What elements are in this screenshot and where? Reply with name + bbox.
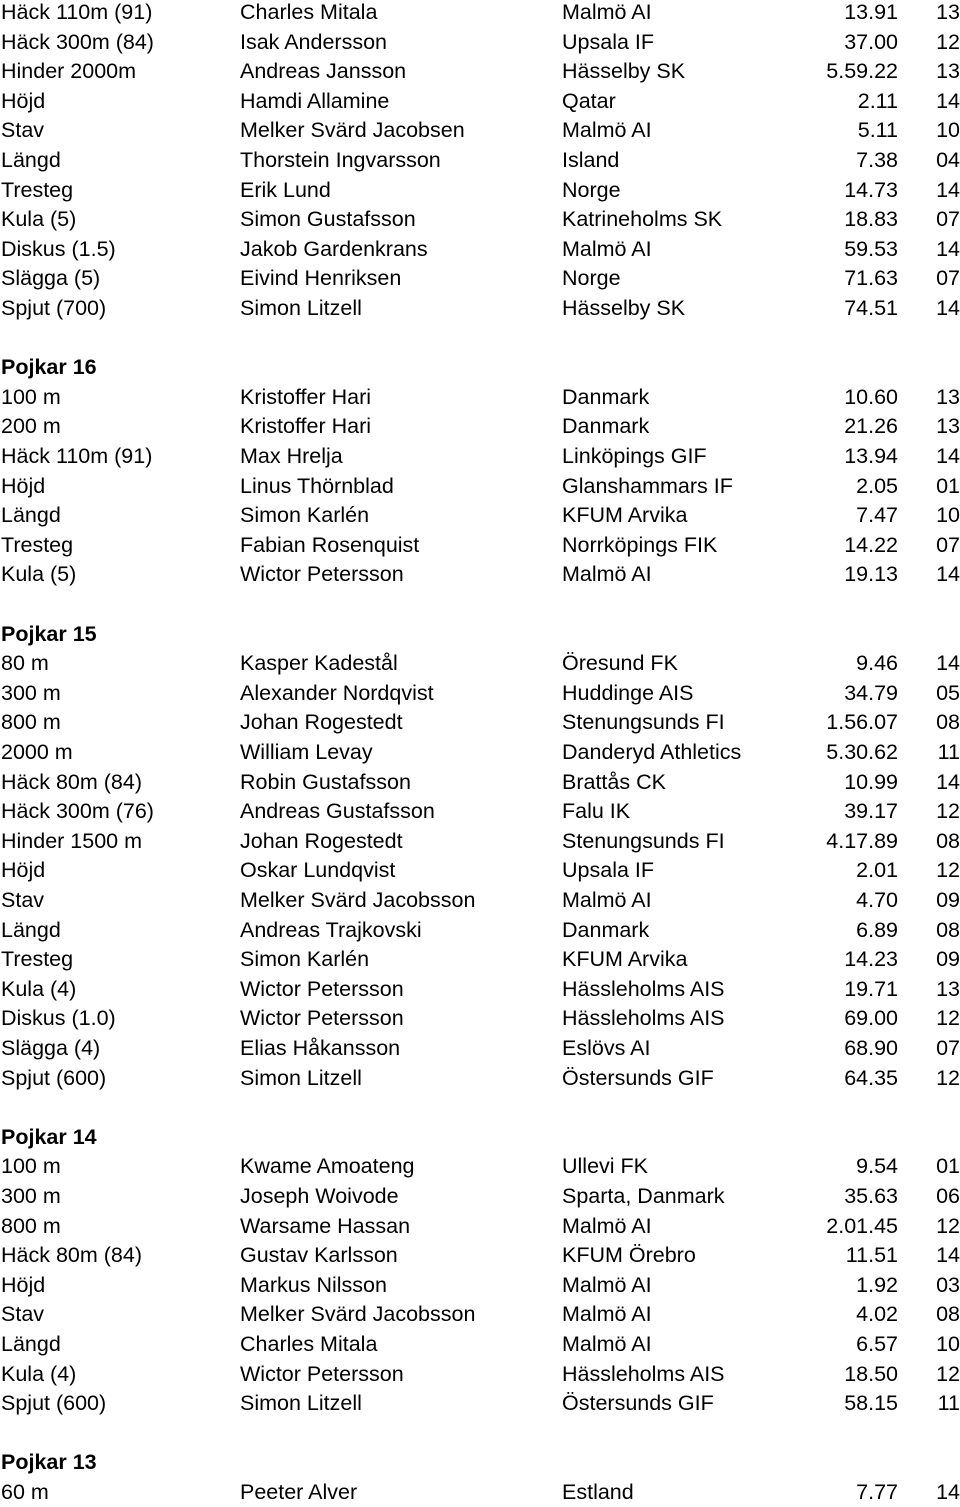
record-row — [0, 1359, 960, 1389]
event-cell: Häck 110m (91) — [1, 0, 153, 24]
event-cell: 60 m — [1, 1480, 49, 1504]
athlete-name-cell: Max Hrelja — [240, 444, 343, 468]
club-cell: Malmö AI — [562, 1332, 652, 1356]
athlete-name-cell: Simon Litzell — [240, 296, 362, 320]
result-cell: 4.02 — [856, 1302, 898, 1327]
club-cell: Sparta, Danmark — [562, 1184, 725, 1208]
event-cell: Tresteg — [1, 947, 74, 972]
athlete-name-cell: Peeter Alver — [240, 1480, 358, 1504]
event-cell: Häck 300m (76) — [1, 799, 154, 824]
result-cell: 71.63 — [844, 266, 898, 291]
result-cell: 7.47 — [856, 503, 898, 528]
record-row — [0, 1181, 960, 1211]
athlete-name-cell: Simon Gustafsson — [240, 207, 416, 232]
record-row — [0, 826, 960, 856]
event-cell: Diskus (1.0) — [1, 1006, 116, 1031]
event-cell: Diskus (1.5) — [1, 236, 116, 261]
event-cell: Höjd — [1, 473, 46, 498]
section-heading: Pojkar 13 — [1, 1450, 97, 1475]
club-cell: Malmö AI — [562, 118, 652, 143]
result-cell: 69.00 — [844, 1006, 898, 1031]
club-cell: Öresund FK — [562, 651, 678, 676]
athlete-name-cell: Johan Rogestedt — [240, 828, 403, 853]
event-cell: Längd — [1, 1332, 61, 1356]
record-row — [0, 441, 960, 471]
year-cell: 14 — [936, 444, 960, 468]
year-cell: 12 — [936, 1065, 960, 1090]
athlete-name-cell: Kasper Kadestål — [240, 651, 398, 676]
club-cell: Danmark — [562, 917, 650, 942]
result-cell: 5.11 — [857, 118, 898, 143]
event-cell: 2000 m — [1, 740, 73, 764]
section-heading: Pojkar 16 — [1, 355, 97, 380]
athlete-name-cell: Hamdi Allamine — [240, 88, 390, 113]
athlete-name-cell: Kristoffer Hari — [240, 384, 372, 409]
club-cell: Hässleholms AIS — [562, 1361, 725, 1386]
club-cell: Östersunds GIF — [562, 1391, 714, 1416]
record-row — [0, 1299, 960, 1329]
event-cell: 800 m — [1, 710, 61, 735]
year-cell: 07 — [936, 1036, 960, 1060]
event-cell: Stav — [1, 888, 45, 912]
club-cell: Malmö AI — [562, 0, 652, 24]
event-cell: Häck 300m (84) — [1, 29, 154, 54]
year-cell: 12 — [936, 858, 960, 883]
result-cell: 5.59.22 — [826, 59, 898, 84]
athlete-name-cell: Andreas Gustafsson — [240, 799, 435, 824]
athlete-name-cell: Melker Svärd Jacobsen — [240, 118, 465, 143]
athlete-name-cell: Melker Svärd Jacobsson — [240, 888, 476, 912]
record-row — [0, 767, 960, 797]
record-row — [0, 263, 960, 293]
record-row — [0, 471, 960, 501]
athlete-name-cell: Andreas Jansson — [240, 59, 407, 84]
club-cell: Malmö AI — [562, 1213, 652, 1238]
event-cell: 300 m — [1, 1184, 61, 1208]
year-cell: 10 — [936, 118, 960, 143]
result-cell: 37.00 — [844, 29, 898, 54]
record-row — [0, 411, 960, 441]
year-cell: 06 — [936, 1184, 960, 1208]
event-cell: 80 m — [1, 651, 49, 676]
athlete-name-cell: Gustav Karlsson — [240, 1243, 398, 1268]
club-cell: Upsala IF — [562, 858, 655, 883]
record-row — [0, 27, 960, 57]
athlete-name-cell: Kwame Amoateng — [240, 1154, 415, 1179]
club-cell: Glanshammars IF — [562, 473, 733, 498]
result-cell: 6.57 — [856, 1332, 898, 1356]
club-cell: Norge — [562, 177, 621, 202]
result-cell: 19.71 — [844, 976, 898, 1001]
record-row — [0, 1388, 960, 1418]
club-cell: Falu IK — [562, 799, 631, 824]
result-cell: 4.17.89 — [826, 828, 898, 853]
club-cell: Ullevi FK — [562, 1154, 649, 1179]
year-cell: 12 — [936, 1361, 960, 1386]
result-cell: 9.54 — [856, 1154, 898, 1179]
record-row — [0, 145, 960, 175]
record-row — [0, 1329, 960, 1359]
year-cell: 12 — [936, 1213, 960, 1238]
event-cell: Spjut (700) — [1, 296, 107, 320]
year-cell: 05 — [936, 680, 960, 705]
club-cell: Estland — [562, 1480, 634, 1504]
event-cell: 300 m — [1, 680, 61, 705]
event-cell: 200 m — [1, 414, 61, 439]
year-cell: 08 — [936, 1302, 960, 1327]
year-cell: 03 — [936, 1272, 960, 1297]
event-cell: Stav — [1, 1302, 45, 1327]
athlete-name-cell: Linus Thörnblad — [240, 473, 394, 498]
result-cell: 7.77 — [856, 1480, 898, 1504]
club-cell: Hässelby SK — [562, 59, 686, 84]
result-cell: 1.56.07 — [826, 710, 898, 735]
year-cell: 11 — [937, 740, 960, 764]
result-cell: 19.13 — [844, 562, 898, 587]
event-cell: 100 m — [1, 384, 61, 409]
result-cell: 6.89 — [856, 917, 898, 942]
result-cell: 2.01.45 — [826, 1213, 898, 1238]
section-heading: Pojkar 15 — [1, 621, 97, 646]
year-cell: 12 — [936, 799, 960, 824]
record-row — [0, 382, 960, 412]
event-cell: Spjut (600) — [1, 1391, 107, 1416]
record-row — [0, 796, 960, 826]
athlete-name-cell: Erik Lund — [240, 177, 331, 202]
result-cell: 9.46 — [856, 651, 898, 676]
year-cell: 14 — [936, 296, 960, 320]
event-cell: Höjd — [1, 858, 46, 883]
result-cell: 11.51 — [845, 1243, 898, 1268]
club-cell: Danmark — [562, 384, 650, 409]
record-row — [0, 1270, 960, 1300]
athlete-name-cell: Wictor Petersson — [240, 1361, 404, 1386]
year-cell: 13 — [936, 59, 960, 84]
record-row — [0, 530, 960, 560]
club-cell: Hässleholms AIS — [562, 976, 725, 1001]
year-cell: 04 — [936, 148, 960, 172]
year-cell: 07 — [936, 532, 960, 557]
result-cell: 14.22 — [844, 532, 898, 557]
year-cell: 14 — [936, 88, 960, 113]
event-cell: Häck 80m (84) — [1, 769, 142, 794]
athlete-name-cell: William Levay — [240, 740, 373, 764]
year-cell: 12 — [936, 29, 960, 54]
athlete-name-cell: Andreas Trajkovski — [240, 917, 422, 942]
result-cell: 2.11 — [857, 88, 898, 113]
record-row — [0, 293, 960, 323]
club-cell: Eslövs AI — [562, 1036, 651, 1060]
record-row — [0, 737, 960, 767]
record-row — [0, 648, 960, 678]
club-cell: Linköpings GIF — [562, 444, 707, 468]
event-cell: Slägga (4) — [1, 1036, 101, 1060]
result-cell: 4.70 — [856, 888, 898, 912]
result-cell: 34.79 — [844, 680, 898, 705]
year-cell: 12 — [936, 1006, 960, 1031]
record-row — [0, 1477, 960, 1507]
year-cell: 14 — [936, 769, 960, 794]
record-row — [0, 1033, 960, 1063]
year-cell: 07 — [936, 207, 960, 232]
year-cell: 01 — [936, 473, 960, 498]
club-cell: Danmark — [562, 414, 650, 439]
club-cell: Qatar — [562, 88, 616, 113]
athlete-name-cell: Elias Håkansson — [240, 1036, 401, 1060]
record-row — [0, 1003, 960, 1033]
year-cell: 07 — [936, 266, 960, 291]
result-cell: 10.60 — [844, 384, 898, 409]
result-cell: 14.73 — [844, 177, 898, 202]
athlete-name-cell: Simon Karlén — [240, 503, 370, 528]
club-cell: Östersunds GIF — [562, 1065, 714, 1090]
athlete-name-cell: Alexander Nordqvist — [240, 680, 434, 705]
year-cell: 14 — [936, 562, 960, 587]
club-cell: KFUM Arvika — [562, 947, 688, 972]
athlete-name-cell: Oskar Lundqvist — [240, 858, 396, 883]
year-cell: 01 — [936, 1154, 960, 1179]
result-cell: 5.30.62 — [826, 740, 898, 764]
year-cell: 14 — [936, 236, 960, 261]
club-cell: Hässleholms AIS — [562, 1006, 725, 1031]
year-cell: 09 — [936, 947, 960, 972]
year-cell: 10 — [936, 1332, 960, 1356]
event-cell: Slägga (5) — [1, 266, 101, 291]
event-cell: Höjd — [1, 88, 46, 113]
result-cell: 10.99 — [844, 769, 898, 794]
result-cell: 58.15 — [844, 1391, 898, 1416]
year-cell: 13 — [936, 976, 960, 1001]
record-row — [0, 115, 960, 145]
year-cell: 10 — [936, 503, 960, 528]
event-cell: Hinder 1500 m — [1, 828, 143, 853]
event-cell: Kula (4) — [1, 976, 77, 1001]
event-cell: Häck 110m (91) — [1, 444, 153, 468]
year-cell: 13 — [936, 414, 960, 439]
event-cell: Hinder 2000m — [1, 59, 137, 84]
year-cell: 08 — [936, 710, 960, 735]
athlete-name-cell: Simon Litzell — [240, 1391, 362, 1416]
record-row — [0, 1240, 960, 1270]
athlete-name-cell: Warsame Hassan — [240, 1213, 411, 1238]
athlete-name-cell: Jakob Gardenkrans — [240, 236, 428, 261]
record-row — [0, 1151, 960, 1181]
result-cell: 39.17 — [844, 799, 898, 824]
athlete-name-cell: Charles Mitala — [240, 0, 378, 24]
result-cell: 59.53 — [844, 236, 898, 261]
athlete-name-cell: Wictor Petersson — [240, 562, 404, 587]
club-cell: Hässelby SK — [562, 296, 686, 320]
event-cell: Tresteg — [1, 532, 74, 557]
athlete-name-cell: Melker Svärd Jacobsson — [240, 1302, 476, 1327]
athlete-name-cell: Thorstein Ingvarsson — [240, 148, 441, 172]
event-cell: Längd — [1, 917, 61, 942]
section-heading: Pojkar 14 — [1, 1124, 97, 1149]
club-cell: Brattås CK — [562, 769, 666, 794]
record-row — [0, 678, 960, 708]
year-cell: 14 — [936, 177, 960, 202]
record-row — [0, 86, 960, 116]
result-cell: 13.91 — [844, 0, 898, 24]
club-cell: Huddinge AIS — [562, 680, 694, 705]
athlete-name-cell: Wictor Petersson — [240, 1006, 404, 1031]
event-cell: Häck 80m (84) — [1, 1243, 142, 1268]
event-cell: Spjut (600) — [1, 1065, 107, 1090]
event-cell: Stav — [1, 118, 45, 143]
club-cell: Norrköpings FIK — [562, 532, 718, 557]
athlete-name-cell: Simon Karlén — [240, 947, 370, 972]
result-cell: 13.94 — [844, 444, 898, 468]
result-cell: 68.90 — [844, 1036, 898, 1060]
event-cell: 100 m — [1, 1154, 61, 1179]
athlete-name-cell: Markus Nilsson — [240, 1272, 387, 1297]
record-row — [0, 500, 960, 530]
event-cell: Tresteg — [1, 177, 74, 202]
athlete-name-cell: Joseph Woivode — [240, 1184, 399, 1208]
year-cell: 08 — [936, 828, 960, 853]
club-cell: Malmö AI — [562, 888, 652, 912]
result-cell: 64.35 — [844, 1065, 898, 1090]
record-row — [0, 885, 960, 915]
record-row — [0, 204, 960, 234]
year-cell: 14 — [936, 1243, 960, 1268]
athlete-name-cell: Wictor Petersson — [240, 976, 404, 1001]
result-cell: 2.01 — [856, 858, 898, 883]
event-cell: Kula (5) — [1, 207, 77, 232]
athlete-name-cell: Isak Andersson — [240, 29, 388, 54]
record-row — [0, 175, 960, 205]
year-cell: 11 — [937, 1391, 960, 1416]
result-cell: 18.50 — [844, 1361, 898, 1386]
club-cell: Norge — [562, 266, 621, 291]
club-cell: Upsala IF — [562, 29, 655, 54]
result-cell: 1.92 — [856, 1272, 898, 1297]
record-row — [0, 559, 960, 589]
athlete-name-cell: Charles Mitala — [240, 1332, 378, 1356]
event-cell: Kula (4) — [1, 1361, 77, 1386]
record-row — [0, 56, 960, 86]
club-cell: Stenungsunds FI — [562, 828, 725, 853]
event-cell: Längd — [1, 503, 61, 528]
year-cell: 13 — [936, 0, 960, 24]
record-row — [0, 974, 960, 1004]
result-cell: 35.63 — [844, 1184, 898, 1208]
club-cell: Island — [562, 148, 620, 172]
club-cell: Malmö AI — [562, 236, 652, 261]
result-cell: 14.23 — [844, 947, 898, 972]
result-cell: 2.05 — [856, 473, 898, 498]
record-row — [0, 944, 960, 974]
club-cell: Malmö AI — [562, 1302, 652, 1327]
event-cell: Kula (5) — [1, 562, 77, 587]
record-row — [0, 915, 960, 945]
club-cell: Malmö AI — [562, 562, 652, 587]
record-row — [0, 707, 960, 737]
athlete-name-cell: Robin Gustafsson — [240, 769, 411, 794]
athlete-name-cell: Eivind Henriksen — [240, 266, 402, 291]
result-cell: 74.51 — [844, 296, 898, 320]
event-cell: 800 m — [1, 1213, 61, 1238]
club-cell: KFUM Örebro — [562, 1243, 696, 1268]
club-cell: Malmö AI — [562, 1272, 652, 1297]
year-cell: 09 — [936, 888, 960, 912]
result-cell: 21.26 — [844, 414, 898, 439]
event-cell: Höjd — [1, 1272, 46, 1297]
year-cell: 13 — [936, 384, 960, 409]
record-row — [0, 0, 960, 27]
record-row — [0, 1211, 960, 1241]
club-cell: Stenungsunds FI — [562, 710, 725, 735]
record-row — [0, 234, 960, 264]
athlete-name-cell: Simon Litzell — [240, 1065, 362, 1090]
result-cell: 18.83 — [844, 207, 898, 232]
athlete-name-cell: Kristoffer Hari — [240, 414, 372, 439]
record-row — [0, 1063, 960, 1093]
result-cell: 7.38 — [856, 148, 898, 172]
club-cell: KFUM Arvika — [562, 503, 688, 528]
year-cell: 08 — [936, 917, 960, 942]
athlete-name-cell: Johan Rogestedt — [240, 710, 403, 735]
year-cell: 14 — [936, 1480, 960, 1504]
event-cell: Längd — [1, 148, 61, 172]
club-cell: Katrineholms SK — [562, 207, 723, 232]
year-cell: 14 — [936, 651, 960, 676]
club-cell: Danderyd Athletics — [562, 740, 742, 764]
athlete-name-cell: Fabian Rosenquist — [240, 532, 420, 557]
record-row — [0, 855, 960, 885]
